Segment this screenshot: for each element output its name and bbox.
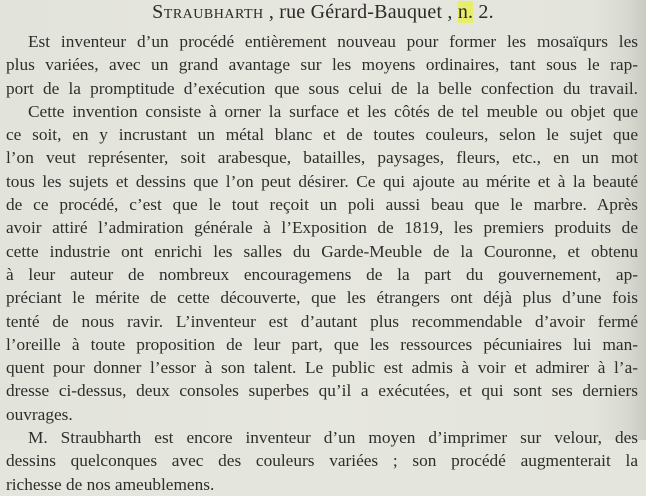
text-line: ouvrages. (6, 404, 73, 424)
paragraph-3 (6, 426, 638, 496)
highlighted-number-label: n. (457, 1, 474, 23)
text-line: l’oreille à toute proposition de leur part, que les ressources pécuniaires lui man- (6, 334, 638, 354)
text-line: dresse ci-dessus, deux consoles superbes qu’il a exécutées, et qui sont ses derniers (6, 381, 638, 401)
text-line: cette industrie ont enrichi les salles du Garde-Meuble de la Couronne, et obtenu (6, 241, 638, 261)
text-line: préciant le mérite de cette découverte, que les étrangers ont déjà plus d’une fois (6, 288, 638, 308)
text-line: quent pour donner l’essor à son talent. Le public est admis à voir et admirer à l’a- (6, 358, 638, 378)
text-line: l’on veut représenter, soit arabesque, batailles, paysages, fleurs, etc., en un mot (6, 148, 638, 168)
separator: , (442, 1, 458, 23)
text-line: ce soit, en y incrustant un métal blanc et de toutes couleurs, selon le sujet que (6, 125, 638, 145)
text-line: de ce procédé, c’est que le tout reçoit un poli aussi beau que le marbre. Après (6, 195, 638, 215)
entry-heading (0, 1, 646, 24)
text-line: port de la promptitude d’exécution que sous celui de la belle confection du travail. (6, 78, 638, 98)
text-line: à leur auteur de nombreux encouragemens de la part du gouvernement, ap- (6, 264, 638, 284)
street-number: 2. (473, 1, 494, 23)
text-line: richesse de nos ameublemens. (6, 474, 215, 494)
paragraph-2 (6, 100, 638, 426)
text-line: tenté de nous ravir. L’inventeur est d’autant plus recommendable d’avoir fermé (6, 311, 638, 331)
text-line: Cette invention consiste à orner la surface et les côtés de tel meuble ou objet que (28, 101, 638, 121)
paragraph-1 (6, 30, 638, 100)
text-line: plus variées, avec un grand avantage sur les moyens ordinaires, tant sous le rap- (6, 55, 638, 75)
text-line: Est inventeur d’un procédé entièrement nouveau pour former les mosaïqurs les (28, 32, 638, 51)
text-line: dessins quelconques avec des couleurs variées ; son procédé augmenterait la (6, 451, 638, 471)
text-line: avoir attiré l’admiration générale à l’Exposition de 1819, les premiers produits de (6, 218, 638, 238)
entry-body (6, 30, 638, 496)
text-line: tous les sujets et dessins que l’on peut désirer. Ce qui ajoute au mérite et à la beauté (6, 171, 638, 191)
text-line: M. Straubharth est encore inventeur d’un moyen d’imprimer sur velour, des (28, 428, 638, 448)
separator: , (263, 1, 280, 23)
street-address: rue Gérard-Bauquet (279, 1, 443, 23)
inventor-name: Straubharth (152, 1, 264, 23)
